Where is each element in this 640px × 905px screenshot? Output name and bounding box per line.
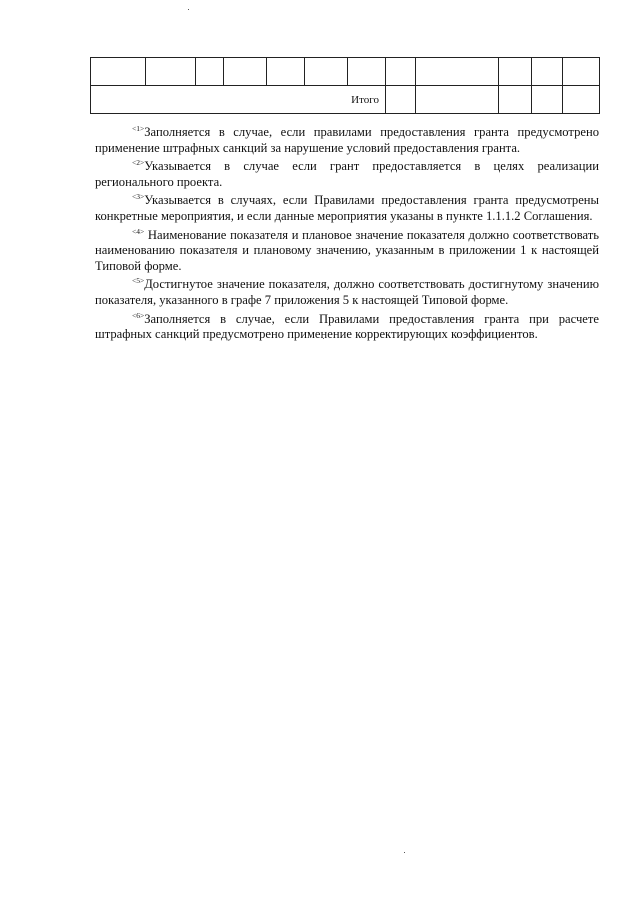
- table-cell: [224, 58, 267, 86]
- table-cell: [416, 58, 499, 86]
- footnotes: [95, 125, 599, 346]
- footnote-text: Указывается в случае если грант предоставляется в целях реализации регионального проекта.: [95, 159, 599, 189]
- table-cell: [91, 58, 146, 86]
- table-total-row: [91, 86, 600, 114]
- table-cell: [386, 58, 416, 86]
- footnote-marker: <5>: [132, 276, 145, 286]
- scan-speck: [188, 9, 189, 10]
- footnote-text: Указывается в случаях, если Правилами предоставления гранта предусмотрены конкретные мероприятия, и если данные мероприятия указаны в пункте 1.1.1.2 Соглашения.: [95, 193, 599, 223]
- footnote-marker: <4>: [132, 226, 145, 236]
- table-cell: [532, 86, 563, 114]
- table-cell: [563, 58, 600, 86]
- footnote-marker: <6>: [132, 310, 145, 320]
- table-cell: [348, 58, 386, 86]
- scan-speck: [404, 852, 405, 853]
- table-cell: [267, 58, 305, 86]
- table-cell: [563, 86, 600, 114]
- footnote-marker: <1>: [132, 124, 145, 133]
- total-label: Итого: [91, 86, 386, 114]
- footnote-1: [95, 125, 599, 156]
- table-cell: [416, 86, 499, 114]
- footnote-4: [95, 228, 599, 275]
- footnote-text: Наименование показателя и плановое значение показателя должно соответствовать наименованию показателя и плановому значению, указанным в приложении 1 к настоящей Типовой форме.: [95, 227, 599, 273]
- footnote-text: Достигнутое значение показателя, должно соответствовать достигнутому значению показателя, указанного в графе 7 приложения 5 к настоящей Типовой форме.: [95, 277, 599, 307]
- footnote-5: [95, 277, 599, 308]
- footnote-3: [95, 193, 599, 224]
- table-cell: [196, 58, 224, 86]
- table-cell: [532, 58, 563, 86]
- table-row: [91, 58, 600, 86]
- footnote-marker: <2>: [132, 158, 145, 168]
- footnote-marker: <3>: [132, 192, 145, 202]
- footnote-text: Заполняется в случае, если правилами предоставления гранта предусмотрено применение штрафных санкций за нарушение условий предоставления гранта.: [95, 125, 599, 155]
- footnote-2: [95, 159, 599, 190]
- footnote-text: Заполняется в случае, если Правилами предоставления гранта при расчете штрафных санкций предусмотрено применение корректирующих коэффициентов.: [95, 311, 599, 342]
- table-cell: [386, 86, 416, 114]
- table-fragment: [90, 57, 600, 114]
- table-cell: [146, 58, 196, 86]
- table-cell: [499, 86, 532, 114]
- footnote-6: [95, 312, 599, 343]
- table-cell: [305, 58, 348, 86]
- table-cell: [499, 58, 532, 86]
